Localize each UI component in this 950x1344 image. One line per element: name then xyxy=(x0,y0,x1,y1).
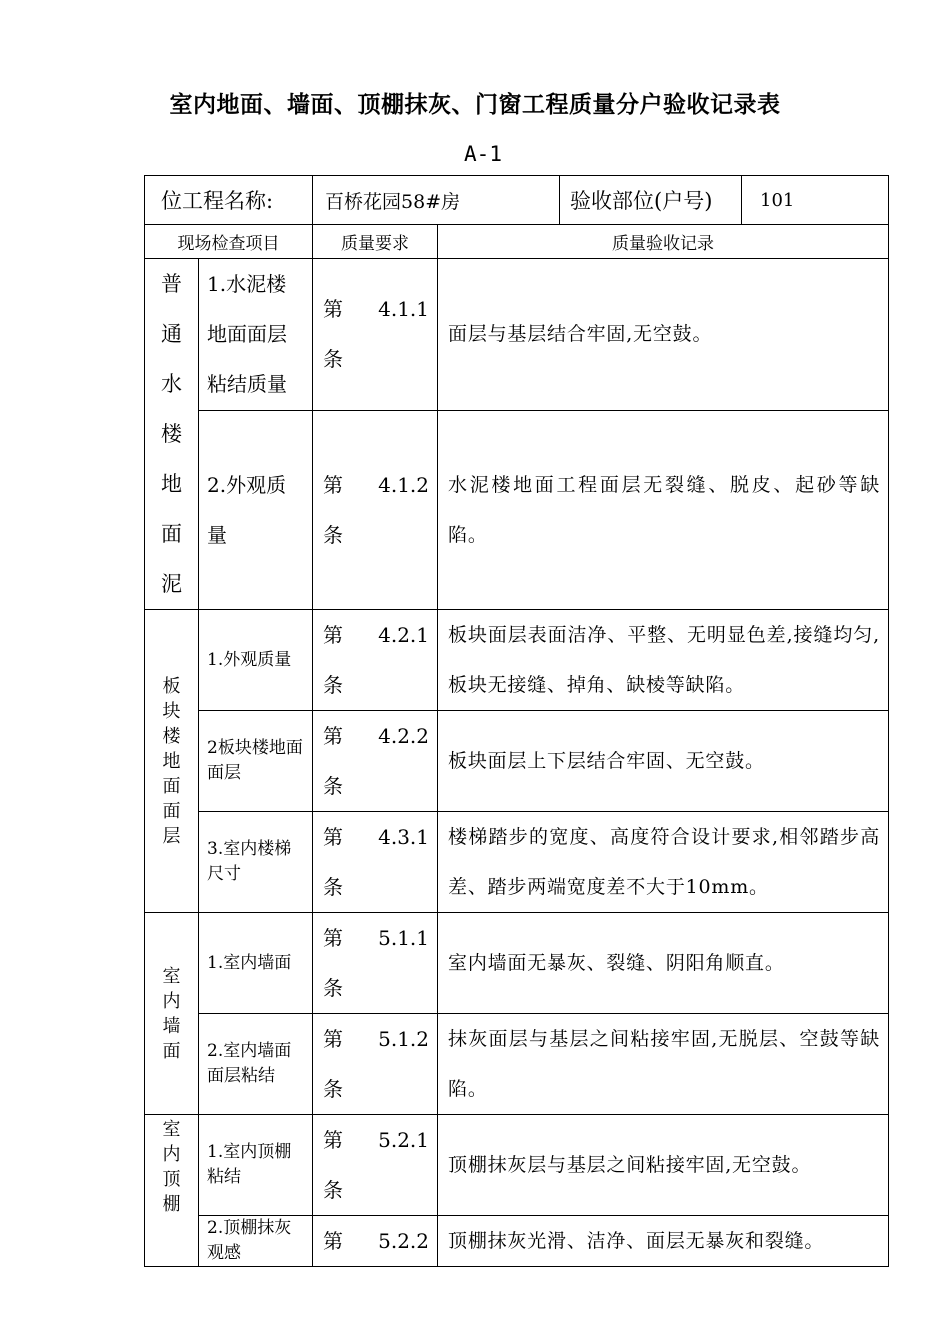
item-cell: 3.室内楼梯尺寸 xyxy=(199,812,313,913)
req-prefix: 第 xyxy=(323,297,344,322)
item-cell: 1.室内顶棚粘结 xyxy=(199,1115,313,1216)
table-row xyxy=(145,410,889,609)
req-number: 4.3.1 xyxy=(378,825,430,849)
requirement-cell xyxy=(313,812,438,913)
category-label: 板 块 楼 地 面 面 层 xyxy=(162,675,181,847)
req-number: 5.1.1 xyxy=(378,926,430,950)
req-number: 5.1.2 xyxy=(378,1027,430,1051)
project-name-label: 位工程名称: xyxy=(145,176,313,225)
req-number: 4.2.2 xyxy=(378,724,430,748)
req-number: 4.2.1 xyxy=(378,623,430,647)
req-prefix: 第 xyxy=(323,825,344,849)
req-number: 4.1.1 xyxy=(378,297,430,322)
req-suffix: 条 xyxy=(323,1077,344,1101)
table-row xyxy=(145,913,889,1014)
item-cell: 2.外观质量 xyxy=(199,410,313,609)
req-suffix: 条 xyxy=(323,522,344,547)
column-header-row xyxy=(145,225,889,259)
requirement-cell xyxy=(313,1216,438,1267)
document-title: 室内地面、墙面、顶棚抹灰、门窗工程质量分户验收记录表 xyxy=(169,92,781,118)
req-suffix: 条 xyxy=(323,774,344,798)
table-row xyxy=(145,812,889,913)
col-requirement-header: 质量要求 xyxy=(313,225,438,259)
req-prefix: 第 xyxy=(323,472,344,497)
category-cell xyxy=(145,610,199,913)
item-cell: 1.水泥楼地面面层粘结质量 xyxy=(199,259,313,411)
req-suffix: 条 xyxy=(323,673,344,697)
location-value: 101 xyxy=(742,176,889,225)
table-row xyxy=(145,1014,889,1115)
req-prefix: 第 xyxy=(323,926,344,950)
record-cell: 顶棚抹灰层与基层之间粘接牢固,无空鼓。 xyxy=(438,1115,889,1216)
record-cell: 顶棚抹灰光滑、洁净、面层无暴灰和裂缝。 xyxy=(438,1216,889,1267)
record-cell: 楼梯踏步的宽度、高度符合设计要求,相邻踏步高差、踏步两端宽度差不大于10mm。 xyxy=(438,812,889,913)
record-cell: 面层与基层结合牢固,无空鼓。 xyxy=(438,259,889,411)
requirement-cell xyxy=(313,1115,438,1216)
table-row xyxy=(145,610,889,711)
item-cell: 1.外观质量 xyxy=(199,610,313,711)
category-label: 普 通 水 楼 地 面 泥 xyxy=(161,272,182,596)
category-cell xyxy=(145,259,199,610)
document-code: A-1 xyxy=(464,142,502,166)
req-suffix: 条 xyxy=(323,976,344,1000)
requirement-cell xyxy=(313,610,438,711)
col-record-header: 质量验收记录 xyxy=(438,225,889,259)
requirement-cell xyxy=(313,410,438,609)
req-number: 5.2.2 xyxy=(378,1229,430,1253)
item-cell: 2.顶棚抹灰观感 xyxy=(199,1216,313,1267)
category-label: 室 内 墙 面 xyxy=(162,965,181,1062)
record-cell: 水泥楼地面工程面层无裂缝、脱皮、起砂等缺陷。 xyxy=(438,410,889,609)
req-number: 5.2.1 xyxy=(378,1128,430,1152)
record-cell: 抹灰面层与基层之间粘接牢固,无脱层、空鼓等缺陷。 xyxy=(438,1014,889,1115)
item-cell: 2.室内墙面面层粘结 xyxy=(199,1014,313,1115)
req-prefix: 第 xyxy=(323,623,344,647)
category-label: 室 内 顶 棚 xyxy=(162,1119,181,1215)
req-prefix: 第 xyxy=(323,1229,344,1253)
requirement-cell xyxy=(313,711,438,812)
header-row xyxy=(145,176,889,225)
table-row xyxy=(145,711,889,812)
inspection-table xyxy=(144,175,889,1267)
category-cell xyxy=(145,913,199,1115)
requirement-cell xyxy=(313,913,438,1014)
table-row xyxy=(145,1216,889,1267)
req-suffix: 条 xyxy=(323,875,344,899)
req-prefix: 第 xyxy=(323,1128,344,1152)
col-item-header: 现场检查项目 xyxy=(145,225,313,259)
item-cell: 2板块楼地面面层 xyxy=(199,711,313,812)
record-cell: 室内墙面无暴灰、裂缝、阴阳角顺直。 xyxy=(438,913,889,1014)
req-prefix: 第 xyxy=(323,1027,344,1051)
item-cell: 1.室内墙面 xyxy=(199,913,313,1014)
req-number: 4.1.2 xyxy=(378,472,430,497)
record-cell: 板块面层上下层结合牢固、无空鼓。 xyxy=(438,711,889,812)
project-name-value: 百桥花园58#房 xyxy=(313,176,560,225)
requirement-cell xyxy=(313,1014,438,1115)
table-row xyxy=(145,259,889,411)
req-suffix: 条 xyxy=(323,1178,344,1202)
category-cell xyxy=(145,1115,199,1267)
table-row xyxy=(145,1115,889,1216)
location-label: 验收部位(户号) xyxy=(560,176,742,225)
req-prefix: 第 xyxy=(323,724,344,748)
record-cell: 板块面层表面洁净、平整、无明显色差,接缝均匀,板块无接缝、掉角、缺棱等缺陷。 xyxy=(438,610,889,711)
requirement-cell xyxy=(313,259,438,411)
req-suffix: 条 xyxy=(323,347,344,372)
